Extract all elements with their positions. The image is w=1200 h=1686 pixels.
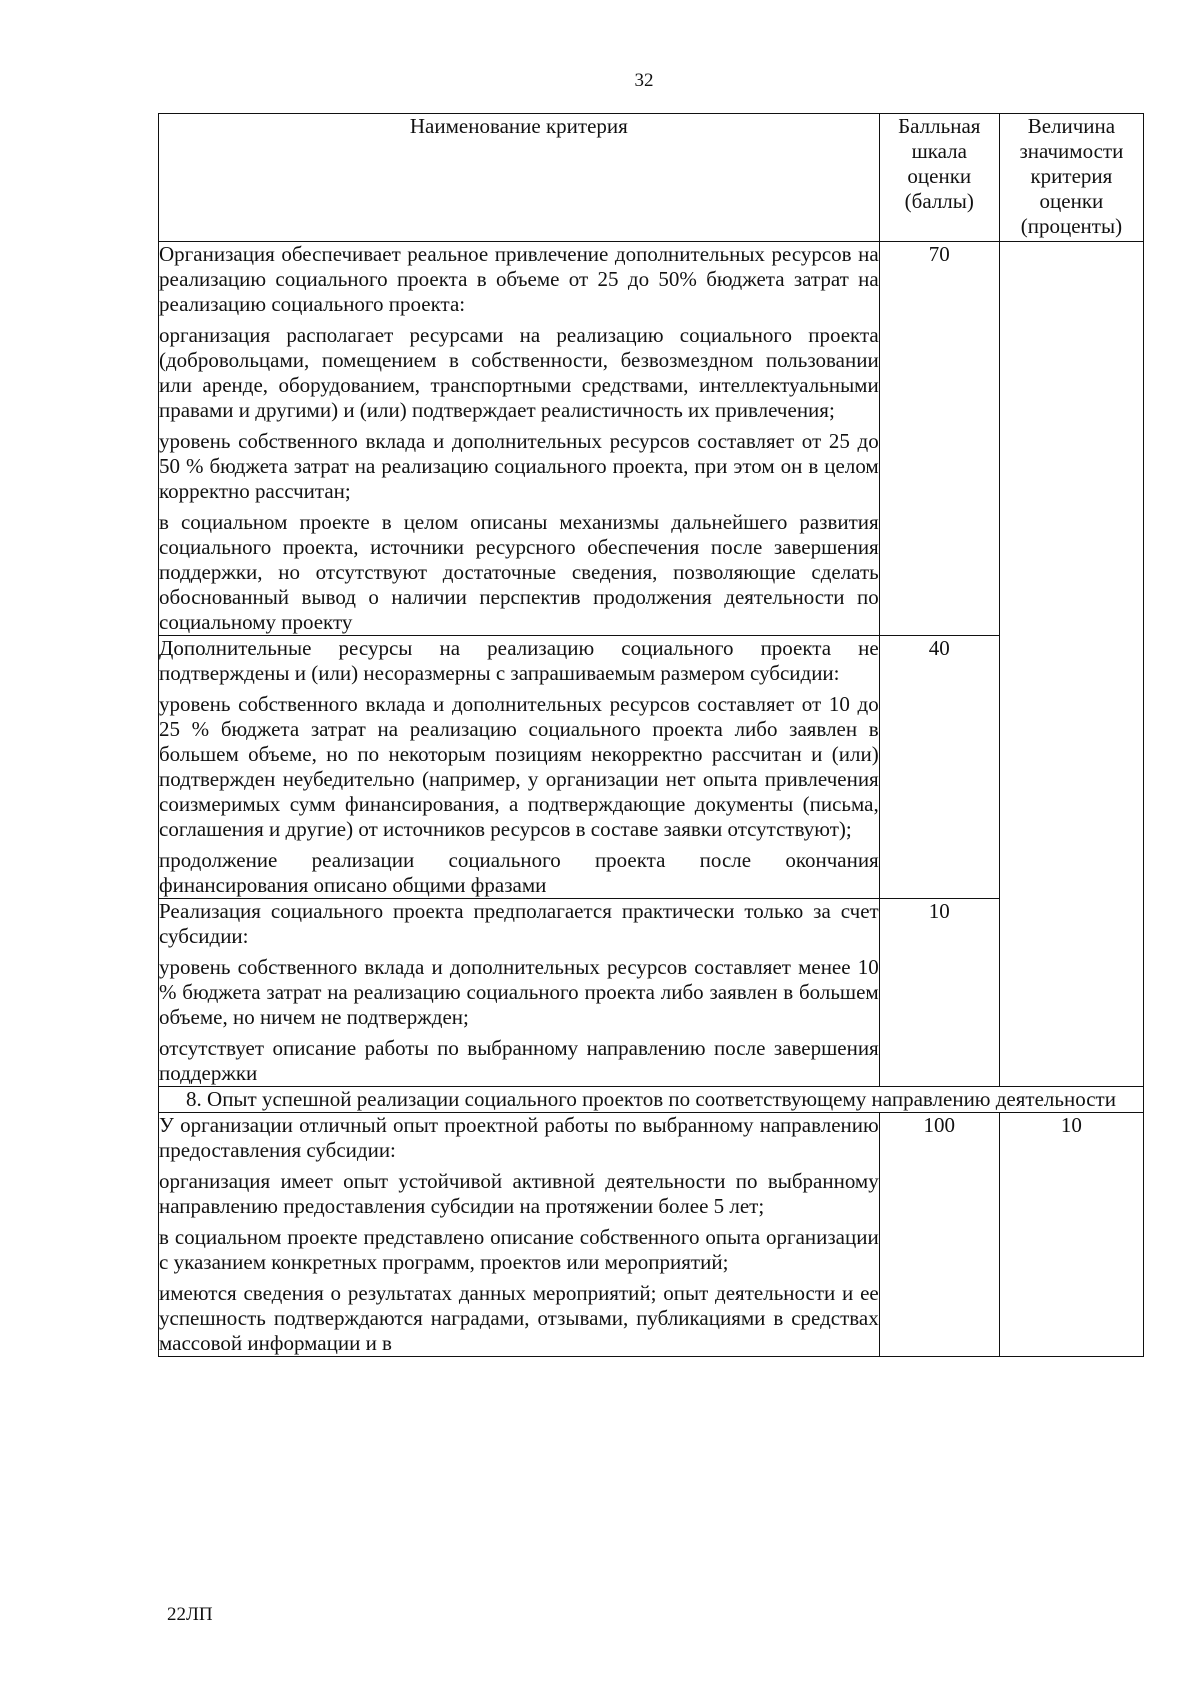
weight-cell-empty <box>999 242 1143 1087</box>
criterion-paragraph: в социальном проекте представлено описание собственного опыта организации с указанием конкретных программ, проектов или мероприятий; <box>159 1225 879 1274</box>
criterion-paragraph: уровень собственного вклада и дополнительных ресурсов составляет менее 10 % бюджета затрат на реализацию социального проекта либо заявлен в большем объеме, но ничем не подтвержден; <box>159 955 879 1029</box>
page-number: 32 <box>634 70 654 91</box>
criterion-paragraph: продолжение реализации социального проекта после окончания финансирования описано общими фразами <box>159 848 879 897</box>
header-criterion-name: Наименование критерия <box>159 114 880 242</box>
criterion-paragraph: уровень собственного вклада и дополнительных ресурсов составляет от 10 до 25 % бюджета затрат на реализацию социального проекта либо заявлен в большем объеме, но по некоторым позициям некорректно рассчитан и (или) подтвержден неубедительно (например, у организации нет опыта привлечения соизмеримых сумм финансирования, а подтверждающие документы (письма, соглашения и другие) от источников ресурсов в составе заявки отсутствуют); <box>159 692 879 841</box>
criterion-paragraph: в социальном проекте в целом описаны механизмы дальнейшего развития социального проекта, источники ресурсного обеспечения после завершения поддержки, но отсутствуют достаточные сведения, позволяющие сделать обоснованный вывод о наличии перспектив продолжения деятельности по социальному проекту <box>159 510 879 634</box>
criterion-text <box>159 242 880 636</box>
criteria-table <box>158 113 1144 1357</box>
criterion-text <box>159 636 880 899</box>
table-row <box>159 899 1144 1087</box>
score-value: 10 <box>879 899 999 1087</box>
table-row <box>159 1113 1144 1357</box>
table-row <box>159 636 1144 899</box>
table-header-row <box>159 114 1144 242</box>
header-score-scale: Балльная шкала оценки (баллы) <box>879 114 999 242</box>
score-value: 100 <box>879 1113 999 1357</box>
criterion-paragraph: организация имеет опыт устойчивой активной деятельности по выбранному направлению предоставления субсидии на протяжении более 5 лет; <box>159 1169 879 1218</box>
weight-value: 10 <box>999 1113 1143 1357</box>
criterion-paragraph: организация располагает ресурсами на реализацию социального проекта (добровольцами, помещением в собственности, безвозмездном пользовании или аренде, оборудованием, транспортными средствами, интеллектуальными правами и другими) и (или) подтверждает реалистичность их привлечения; <box>159 323 879 422</box>
score-value: 70 <box>879 242 999 636</box>
section-8-title: 8. Опыт успешной реализации социального проектов по соответствующему направлению деятельности <box>159 1087 1144 1113</box>
criterion-paragraph: Организация обеспечивает реальное привлечение дополнительных ресурсов на реализацию социального проекта в объеме от 25 до 50% бюджета затрат на реализацию социального проекта: <box>159 242 879 316</box>
criterion-paragraph: Дополнительные ресурсы на реализацию социального проекта не подтверждены и (или) несоразмерны с запрашиваемым размером субсидии: <box>159 636 879 685</box>
section-header-row <box>159 1087 1144 1113</box>
document-code: 22ЛП <box>167 1604 213 1625</box>
score-value: 40 <box>879 636 999 899</box>
criterion-paragraph: Реализация социального проекта предполагается практически только за счет субсидии: <box>159 899 879 948</box>
criterion-text <box>159 1113 880 1357</box>
criterion-paragraph: отсутствует описание работы по выбранному направлению после завершения поддержки <box>159 1036 879 1085</box>
table-row <box>159 242 1144 636</box>
criterion-text <box>159 899 880 1087</box>
criterion-paragraph: уровень собственного вклада и дополнительных ресурсов составляет от 25 до 50 % бюджета затрат на реализацию социального проекта, при этом он в целом корректно рассчитан; <box>159 429 879 503</box>
criterion-paragraph: У организации отличный опыт проектной работы по выбранному направлению предоставления субсидии: <box>159 1113 879 1162</box>
criterion-paragraph: имеются сведения о результатах данных мероприятий; опыт деятельности и ее успешность подтверждаются наградами, отзывами, публикациями в средствах массовой информации и в <box>159 1281 879 1355</box>
header-weight: Величина значимости критерия оценки (проценты) <box>999 114 1143 242</box>
